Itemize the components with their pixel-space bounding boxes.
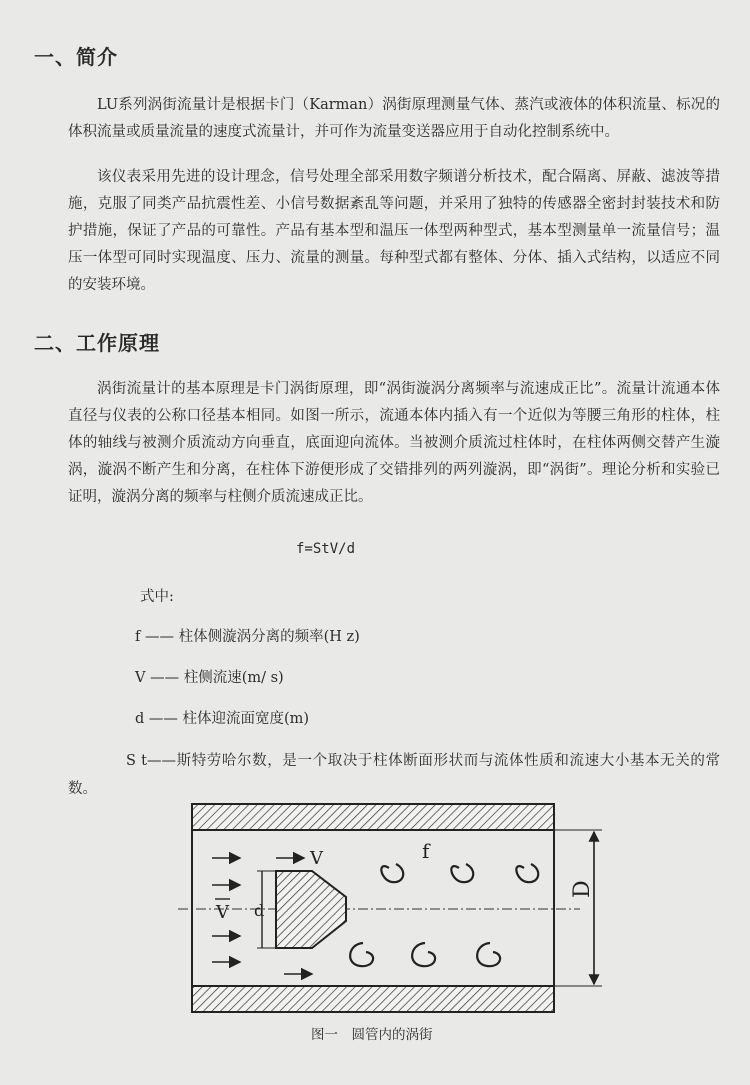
definition-d: d —— 柱体迎流面宽度(m) bbox=[135, 711, 310, 727]
section-heading-principle: 二、工作原理 bbox=[34, 331, 160, 355]
vortices-upper-row bbox=[381, 864, 538, 882]
pipe-wall-top bbox=[192, 804, 554, 830]
label-d: d bbox=[254, 901, 265, 920]
principle-paragraph: 涡街流量计的基本原理是卡门涡街原理，即“涡街漩涡分离频率与流速成正比”。流量计流通本体直径与仪表的公称口径基本相同。如图一所示，流通本体内插入有一个近似为等腰三角形的柱体，柱体的轴线与被测介质流动方向垂直，底面迎向流体。当被测介质流过柱体时，在柱体两侧交替产生漩涡，漩涡不断产生和分离，在柱体下游便形成了交错排列的两列漩涡，即“涡街”。理论分析和实验已证明，漩涡分离的频率与柱侧介质流速成正比。 bbox=[68, 381, 720, 505]
figure-caption: 图一 圆管内的涡街 bbox=[311, 1027, 433, 1043]
intro-paragraph-2: 该仪表采用先进的设计理念，信号处理全部采用数字频谱分析技术，配合隔离、屏蔽、滤波等措施，克服了同类产品抗震性差、小信号数据紊乱等问题，并采用了独特的传感器全密封封装技术和防护措施，保证了产品的可靠性。产品有基本型和温压一体型两种型式，基本型测量单一流量信号；温压一体型可同时实现温度、压力、流量的测量。每种型式都有整体、分体、插入式结构，以适应不同的安装环境。 bbox=[68, 169, 720, 293]
label-v: V bbox=[310, 848, 323, 869]
definition-st: S t——斯特劳哈尔数，是一个取决于柱体断面形状而与流体性质和流速大小基本无关的常数。 bbox=[68, 753, 720, 797]
label-v-bar: V bbox=[216, 902, 229, 923]
vortices-lower-row bbox=[350, 943, 500, 966]
label-f: f bbox=[422, 839, 430, 863]
section-heading-intro: 一、简介 bbox=[34, 45, 118, 69]
intro-paragraph-1: LU系列涡街流量计是根据卡门（Karman）涡街原理测量气体、蒸汽或液体的体积流量、标况的体积流量或质量流量的速度式流量计，并可作为流量变送器应用于自动化控制系统中。 bbox=[68, 97, 720, 140]
vortex-street-diagram bbox=[170, 798, 610, 1023]
definition-v: V —— 柱侧流速(m/ s) bbox=[135, 670, 284, 686]
bluff-body bbox=[276, 871, 346, 948]
formula: f=StV/d bbox=[296, 541, 356, 557]
label-D: D bbox=[570, 880, 595, 898]
definition-f: f —— 柱体侧漩涡分离的频率(H z) bbox=[135, 629, 360, 645]
formula-where-label: 式中: bbox=[140, 589, 174, 605]
pipe-wall-bottom bbox=[192, 986, 554, 1012]
